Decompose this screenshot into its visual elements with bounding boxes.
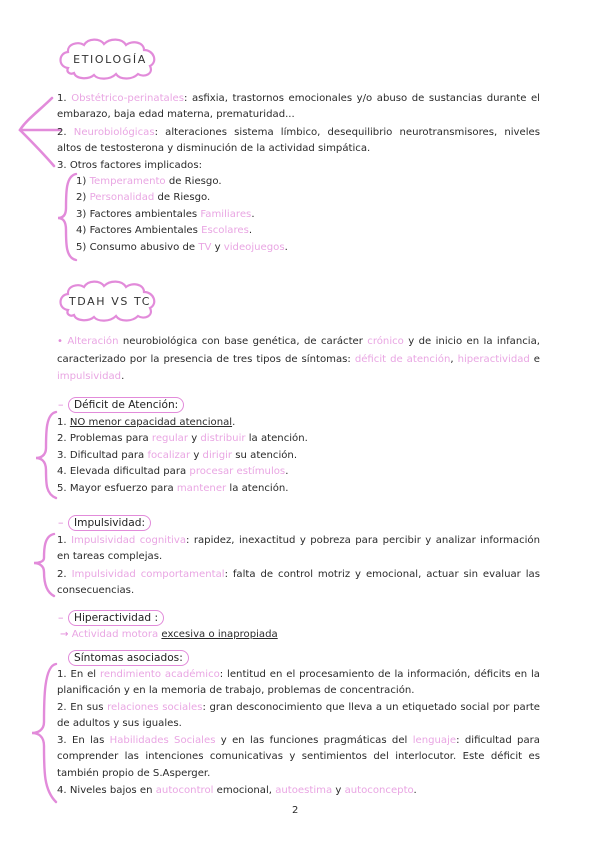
list-item: 4. Elevada dificultad para procesar estímulos. bbox=[57, 466, 289, 478]
etiologia-item-1: 1. Obstétrico-perinatales: asfixia, trastornos emocionales y/o abuso de sustancias durante el embarazo, baja edad materna, prematuridad... bbox=[57, 93, 540, 121]
list-item: 2) Personalidad de Riesgo. bbox=[76, 192, 211, 204]
tdah-intro: • Alteración neurobiológica con base genética, de carácter crónico y de inicio en la infancia, caracterizado por la presencia de tres tipos de síntomas: déficit de atención, hiperactividad e impulsividad. bbox=[57, 336, 541, 382]
sintomas-item-4: 4. Niveles bajos en autocontrol emocional, autoestima y autoconcepto. bbox=[57, 785, 417, 796]
deficit-heading: Déficit de Atención: bbox=[68, 397, 184, 413]
etiologia-item-3: 3. Otros factores implicados: bbox=[57, 160, 202, 171]
tdah-title: TDAH VS TC bbox=[68, 294, 152, 308]
page-number: 2 bbox=[292, 805, 299, 816]
sintomas-item-2: 2. En sus relaciones sociales: gran desconocimiento que lleva a un etiquetado social por parte de adultos y sus iguales. bbox=[57, 702, 541, 730]
list-item: 1) Temperamento de Riesgo. bbox=[76, 176, 222, 187]
sintomas-item-3: 3. En las Habilidades Sociales y en las funciones pragmáticas del lenguaje: dificultad para comprender las intenciones comunicativas y sentimientos del interlocutor. Este déficit es también propio de S.Asperger. bbox=[57, 735, 540, 779]
dash-marker: – bbox=[58, 516, 64, 529]
impulsividad-heading: Impulsividad: bbox=[68, 515, 151, 531]
sintomas-heading: Síntomas asociados: bbox=[68, 650, 189, 666]
list-item: 4) Factores Ambientales Escolares. bbox=[76, 225, 253, 237]
dash-marker: – bbox=[58, 398, 64, 411]
list-item: 3) Factores ambientales Familiares. bbox=[76, 208, 255, 220]
tdah-title-cloud bbox=[64, 286, 156, 316]
list-item: 5) Consumo abusivo de TV y videojuegos. bbox=[76, 241, 288, 253]
term-neurobiologicas: Neurobiológicas bbox=[73, 127, 155, 138]
etiologia-item-2: 2. Neurobiológicas: alteraciones sistema límbico, desequilibrio neurotransmisores, niveles altos de testosterona y disminución de la actividad simpática. bbox=[57, 127, 540, 155]
term-obstetrico: Obstétrico-perinatales bbox=[71, 93, 185, 104]
list-item: 1. NO menor capacidad atencional. bbox=[57, 417, 236, 428]
list-item: 5. Mayor esfuerzo para mantener la atención. bbox=[57, 482, 289, 494]
hiperactividad-desc: → Actividad motora excesiva o inapropiada bbox=[60, 629, 278, 640]
factors-list bbox=[76, 174, 288, 256]
dash-marker: – bbox=[58, 611, 64, 624]
sintomas-item-1: 1. En el rendimiento académico: lentitud en el procesamiento de la información, déficits en la planificación y en la memoria de trabajo, problemas de concentración. bbox=[57, 669, 540, 697]
hiperactividad-heading: Hiperactividad : bbox=[68, 610, 164, 626]
arrow-right-icon: → bbox=[60, 629, 69, 640]
list-item: 2. Problemas para regular y distribuir la atención. bbox=[57, 433, 308, 445]
etiologia-title-cloud bbox=[64, 44, 156, 74]
deficit-list bbox=[57, 415, 308, 497]
etiologia-title: ETIOLOGÍA bbox=[73, 52, 147, 66]
bullet-icon: • bbox=[57, 336, 63, 347]
list-item: 3. Dificultad para focalizar y dirigir su atención. bbox=[57, 449, 298, 461]
impulsividad-item-2: 2. Impulsividad comportamental: falta de control motriz y emocional, actuar sin evaluar las consecuencias. bbox=[57, 569, 540, 597]
impulsividad-item-1: 1. Impulsividad cognitiva: rapidez, inexactitud y pobreza para percibir y analizar información en tareas complejas. bbox=[57, 535, 540, 563]
